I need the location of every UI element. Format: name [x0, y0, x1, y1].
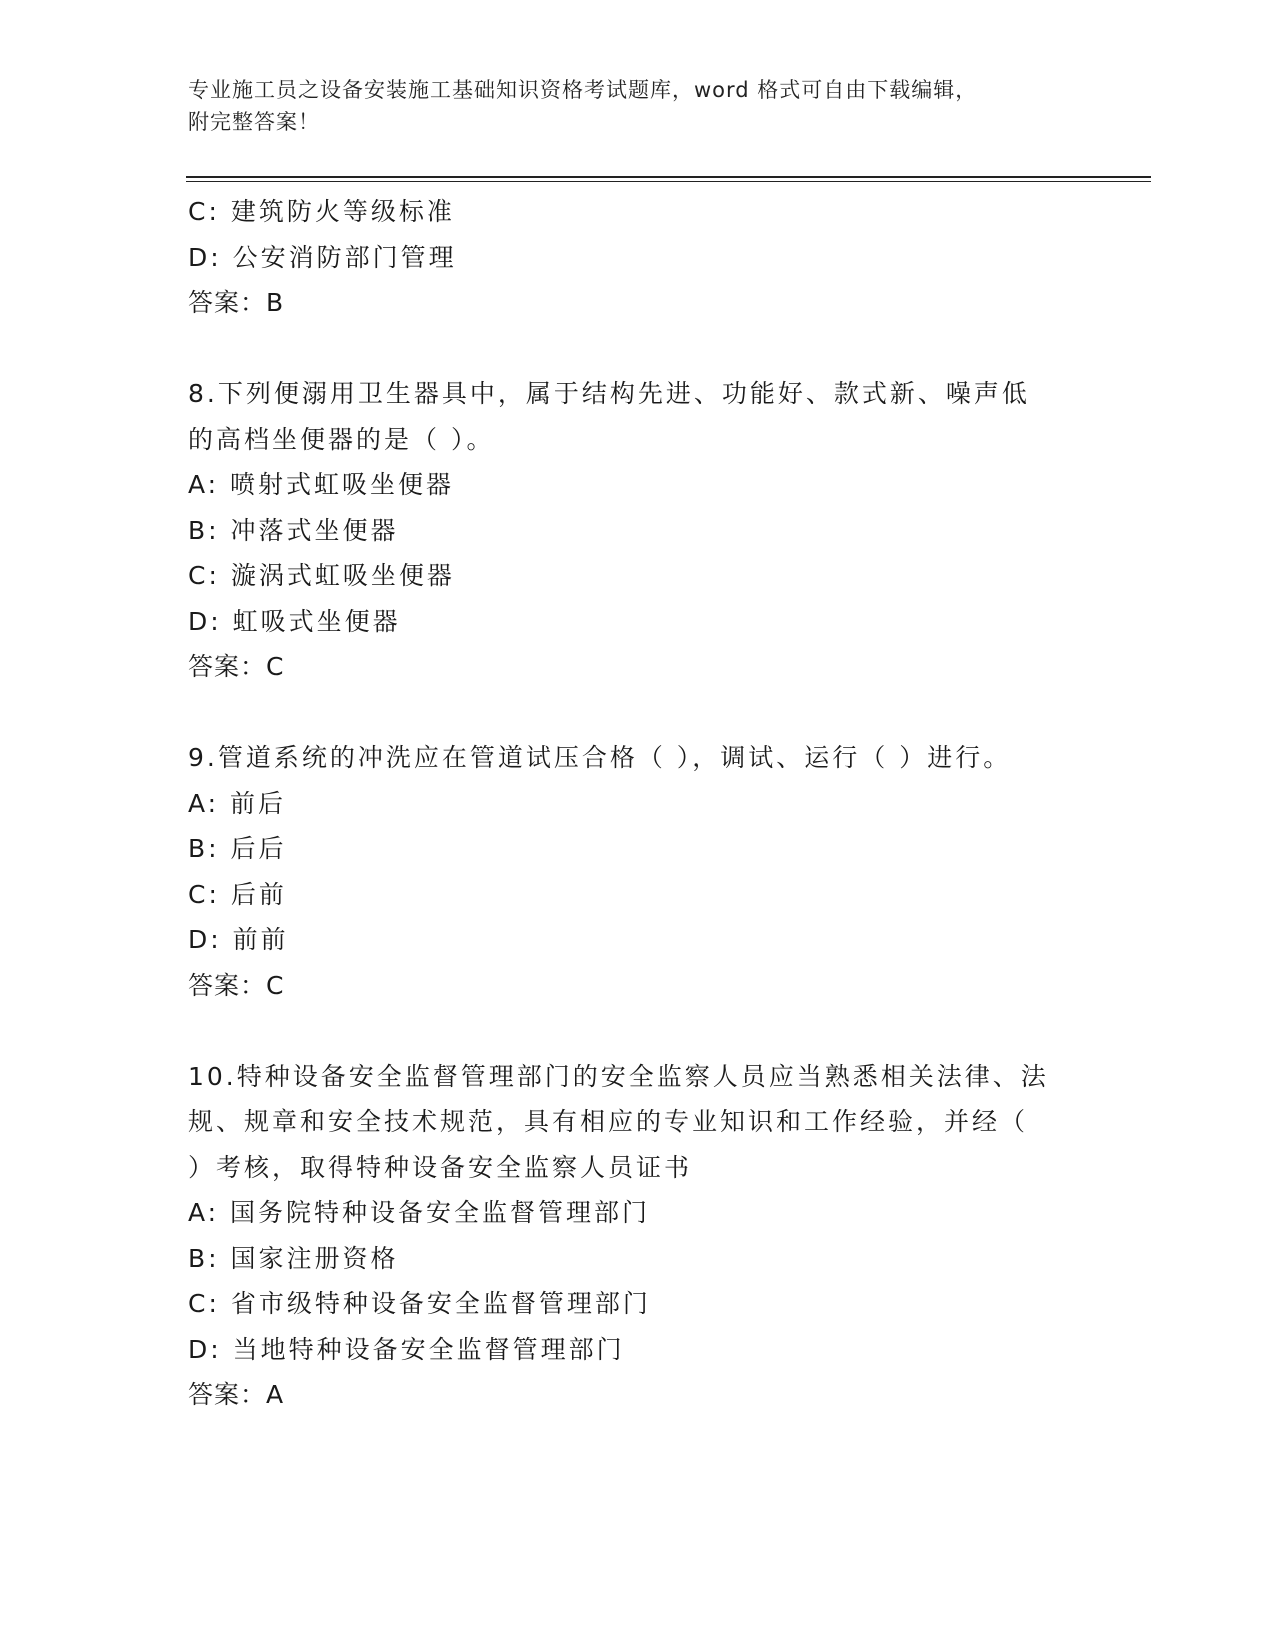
option-a: A: 喷射式虹吸坐便器: [188, 470, 455, 499]
option-d: D: 虹吸式坐便器: [188, 606, 401, 636]
option-c: C: 漩涡式虹吸坐便器: [188, 561, 455, 590]
option-c: C: 建筑防火等级标准: [188, 197, 455, 226]
option-c: C: 后前: [188, 879, 287, 909]
spacer: [188, 690, 1088, 736]
option-d: D: 公安消防部门管理: [188, 242, 457, 272]
option-b: B: 后后: [188, 834, 287, 863]
option-b: B: 国家注册资格: [188, 1243, 399, 1273]
answer: 答案：C: [188, 652, 285, 681]
header-rule-thick: [186, 176, 1151, 178]
answer: 答案：A: [188, 1380, 285, 1409]
header-line-1: 专业施工员之设备安装施工基础知识资格考试题库，word 格式可自由下载编辑，: [188, 78, 978, 102]
option-a: A: 国务院特种设备安全监督管理部门: [188, 1198, 651, 1227]
question-stem-line: ）考核，取得特种设备安全监察人员证书: [188, 1152, 693, 1182]
question-stem-line: 的高档坐便器的是（ ）。: [188, 424, 495, 454]
question-stem-line: 10.特种设备安全监督管理部门的安全监察人员应当熟悉相关法律、法: [188, 1061, 1049, 1091]
header-line-2: 附完整答案！: [188, 110, 320, 134]
option-c: C: 省市级特种设备安全监督管理部门: [188, 1289, 651, 1318]
spacer: [188, 1008, 1088, 1054]
option-b: B: 冲落式坐便器: [188, 515, 399, 545]
option-d: D: 当地特种设备安全监督管理部门: [188, 1334, 625, 1364]
question-9: [188, 735, 1088, 1008]
option-a: A: 前后: [188, 788, 287, 818]
spacer: [188, 326, 1088, 372]
document-body: [188, 189, 1088, 1418]
question-stem-line: 规、规章和安全技术规范，具有相应的专业知识和工作经验，并经（: [188, 1107, 1029, 1136]
answer: 答案：B: [188, 288, 285, 317]
question-8: [188, 371, 1088, 690]
question-stem-line: 9.管道系统的冲洗应在管道试压合格（ ），调试、运行（ ）进行。: [188, 743, 1012, 772]
question-stem-line: 8.下列便溺用卫生器具中，属于结构先进、功能好、款式新、噪声低: [188, 379, 1030, 408]
answer: 答案：C: [188, 970, 285, 1000]
question-7-continued: [188, 189, 1088, 326]
option-d: D: 前前: [188, 925, 289, 954]
question-10: [188, 1054, 1088, 1418]
document-header: [188, 74, 1088, 138]
header-rule-thin: [186, 181, 1151, 182]
